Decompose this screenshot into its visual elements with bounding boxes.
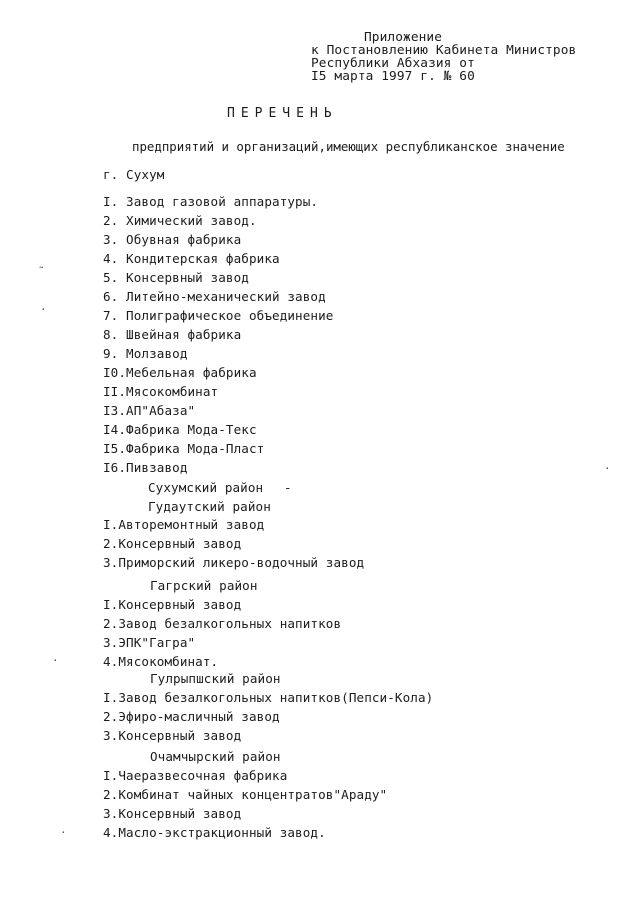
list-item: I4.Фабрика Мода-Текс bbox=[103, 422, 257, 437]
list-item: 8. Швейная фабрика bbox=[103, 327, 242, 342]
list-item: 2.Консервный завод bbox=[103, 536, 242, 551]
scan-speck: · bbox=[604, 462, 611, 475]
list-item: I6.Пивзавод bbox=[103, 460, 188, 475]
document-subtitle: предприятий и организаций,имеющих республиканское значение bbox=[132, 139, 565, 154]
list-item: I.Завод безалкогольных напитков(Пепси-Кола) bbox=[103, 690, 434, 705]
list-item: I.Авторемонтный завод bbox=[103, 517, 265, 532]
header-line-4: I5 марта 1997 г. № 60 bbox=[311, 69, 475, 84]
section-heading-gulripsh: Гулрыпшский район bbox=[150, 671, 281, 686]
header-line-1: Приложение bbox=[364, 30, 443, 45]
section-heading-ochamchira: Очамчырский район bbox=[150, 749, 281, 764]
list-item: I5.Фабрика Мода-Пласт bbox=[103, 441, 265, 456]
list-item: 3. Обувная фабрика bbox=[103, 232, 242, 247]
scan-speck: · bbox=[52, 654, 59, 667]
section-dash: - bbox=[284, 480, 292, 495]
header-line-2: к Постановлению Кабинета Министров bbox=[311, 43, 577, 58]
section-heading-gagra: Гагрский район bbox=[150, 578, 258, 593]
list-item: 7. Полиграфическое объединение bbox=[103, 308, 334, 323]
list-item: II.Мясокомбинат bbox=[103, 384, 219, 399]
list-item: 9. Молзавод bbox=[103, 346, 188, 361]
list-item: 3.ЭПК"Гагра" bbox=[103, 635, 196, 650]
section-heading-sukhum-district: Сухумский район bbox=[148, 480, 264, 495]
section-heading-gudauta: Гудаутский район bbox=[148, 499, 271, 514]
header-line-3: Республики Абхазия от bbox=[311, 56, 475, 71]
list-item: 2.Комбинат чайных концентратов"Араду" bbox=[103, 787, 388, 802]
list-item: 2. Химический завод. bbox=[103, 213, 257, 228]
list-item: 3.Консервный завод bbox=[103, 806, 242, 821]
list-item: 6. Литейно-механический завод bbox=[103, 289, 326, 304]
document-title: ПЕРЕЧЕНЬ bbox=[227, 106, 338, 121]
section-heading-sukhum: г. Сухум bbox=[103, 167, 165, 182]
list-item: 2.Завод безалкогольных напитков bbox=[103, 616, 342, 631]
list-item: 4.Масло-экстракционный завод. bbox=[103, 825, 326, 840]
scan-speck: · bbox=[40, 303, 47, 316]
list-item: 5. Консервный завод bbox=[103, 270, 249, 285]
list-item: 4. Кондитерская фабрика bbox=[103, 251, 280, 266]
list-item: 3.Консервный завод bbox=[103, 728, 242, 743]
list-item: 4.Мясокомбинат. bbox=[103, 654, 219, 669]
list-item: 2.Эфиро-масличный завод bbox=[103, 709, 280, 724]
list-item: 3.Приморский ликеро-водочный завод bbox=[103, 555, 365, 570]
list-item: I3.АП"Абаза" bbox=[103, 403, 196, 418]
scan-speck: ˜ bbox=[38, 265, 45, 278]
scan-speck: · bbox=[60, 826, 67, 839]
list-item: I.Чаеразвесочная фабрика bbox=[103, 768, 288, 783]
list-item: I. Завод газовой аппаратуры. bbox=[103, 194, 319, 209]
list-item: I.Консервный завод bbox=[103, 597, 242, 612]
list-item: I0.Мебельная фабрика bbox=[103, 365, 257, 380]
